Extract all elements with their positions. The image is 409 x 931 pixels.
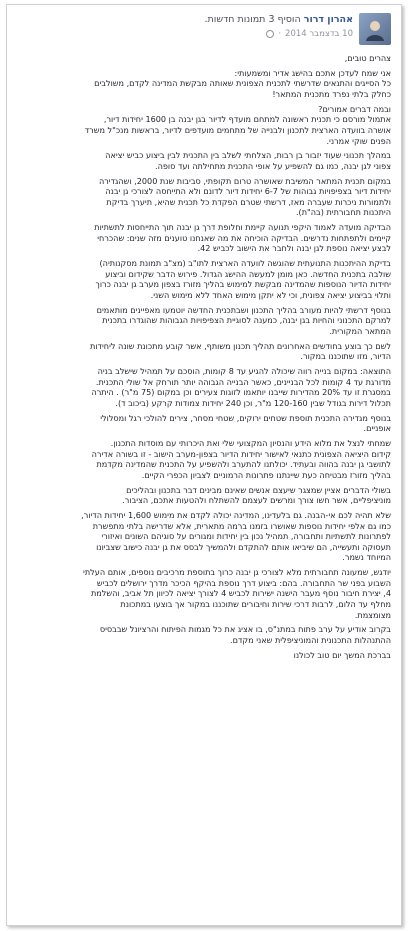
post-text-line: שלא תהיה לכם אי-הבנה. גם בלעדינו, המדינה יכולה לקדם את מימוש 1,600 יחידות הדיור, (81, 510, 391, 520)
post-paragraph (17, 366, 391, 408)
post-paragraph (17, 104, 391, 146)
post-text-line: תעסוקה ותעשייה, הם שיביאו אותם להתקדם ולהמשיך לבסס את גן יבנה כישוב שצביונו (96, 541, 391, 552)
post-text-line: מוניציפליים, אשר חשו צורך ומרשים לעצמם להשתלח ולהטעות אתכם, הציבור. (122, 495, 391, 506)
post-text-line: ותלוי בביצוע יציאה צפונית, וכי לא יתקן מימוש האחד ללא מימוש השני. (150, 290, 391, 300)
post-text-line: הבדיקה מועדה לאמוד היקפי תנועה קיימת וחלופת דרך גן יבנה תוך התייחסות לתשתיות (94, 222, 391, 233)
post-body (17, 53, 391, 660)
post-text-line: צפוני לגן יבנה, כמו גם להשפיע על אופי התכנית מתחילתה ועד סופה. (155, 160, 391, 171)
author-name-link[interactable]: אהרון דרור (303, 14, 353, 25)
post-text-line: בנוסף מגדירה התכנית תוספת שטחים ירוקים, שטחי מסחר, צירים להולכי רגל ומסלולי (100, 412, 391, 423)
post-meta: 10 בדצמבר 2014 · (17, 28, 353, 40)
post-date-link[interactable]: 10 בדצמבר 2014 (285, 29, 353, 39)
post-paragraph (17, 53, 391, 64)
post-text-line: מצומצמת. (354, 609, 391, 620)
globe-icon[interactable] (266, 30, 274, 38)
post-paragraph (17, 510, 391, 563)
profile-photo-icon (363, 17, 387, 41)
post-text-line: ולתמורות ניכרות שעברה מאז, דרשתי שטרם הפקדת כל תכנית שהיא, תיערך בדיקת (106, 196, 391, 207)
post-text-line: בנוסף דרשתי להיות מעורב בהליך התכנון ושבתכנית החדשה יוטמעו מאפיינים מותאמים (96, 304, 391, 315)
post-text-line: מחלף עד הלום, לרבות דרכי שירות וחיבורים שתוכננו במקור אך בוצעו במתכונת (120, 598, 391, 609)
post-text-line: כחלק בלתי נפרד מתכנית המתאר! (272, 88, 391, 99)
post-text-line: שמחתי לנצל את מלוא הידע והנסיון המקצועי שלי ואת היכרותי עם מוסדות התכנון. (110, 438, 391, 449)
post-header-text (17, 13, 353, 40)
post-text-line: יודגש, שמעונה תחבורתית מלא לצורכי גן יבנה כרוך בתוספת מרכיבים נוספים, אותם העלתי (83, 567, 391, 578)
post-paragraph (17, 68, 391, 100)
post-paragraph (17, 305, 391, 337)
post-text-line: אני שמח לעדכן אתכם בהישג אדיר ומשמעותי: (234, 67, 391, 78)
author-avatar[interactable] (359, 13, 391, 45)
post-text-line: אתמול מורסם כי תכנית ראשונה למתחם מועדף לדיור בגן יבנה בן 1600 יחידות דיור, (103, 114, 391, 125)
post-text-line: המתאר המקורית. (329, 325, 391, 336)
post-text-line: במקום תכנית המתאר המשיבת שאושרה טרום תקופתי, סביבות שנת 2000, ושהגדירה (98, 175, 391, 186)
post-text-line: יחידות הדיור הנוספות שהמדינה מבקשת למימוש בהליך מזורז בצפון מערב גן יבנה כרוך (95, 279, 391, 290)
post-text-line: ובמה דברים אמורים? (318, 103, 391, 114)
torn-edge (7, 915, 401, 925)
post-text-line: בדיקת ההיתכנות התנועתית שהוגשה לוועדה הארצית לתו"ב (מצ"ב תמונת מסקנותיה) (99, 258, 391, 269)
post-text-line: הדיור, מזו שתוכננו במקור. (300, 351, 391, 362)
post-text-line: לתושבי גן יבנה בהווה ובעתיד. יכולתנו להתערב ולהשפיע על התכנית שהמדינה מקדמת (96, 459, 391, 470)
post-paragraph (17, 438, 391, 480)
post-paragraph (17, 650, 391, 661)
post-text-line: קיימים ולתפתחות נדרשים. הבדיקה הוכיחה את מה שאנחנו טוענים מזה שנים: שהכרחי (97, 232, 391, 243)
post-text-line: ההתנהלות התכנונית והמוניציפלית שאני מקדם. (230, 634, 391, 645)
post-text-line: השבוע בפני שר התחבורה. בהם: ביצוע דרך נוספת בהיקף הכיכר מדרך ירושלים לכביש (96, 577, 391, 588)
post-text-line: לשם כך בוצע בחודשים האחרונים תהליך תכנון משותף, אשר קובע מתכונת שונה ליחידות (90, 340, 391, 351)
post-text-line: היתכנות תחבורתית (בה"ת). (295, 207, 391, 218)
post-text-line: התוצאה: במקום בנייה רווה שיכולה להגיע עד 8 קומות, הוסכם על תמהיל שישלב בניה (97, 366, 391, 377)
post-text-line: מדורגת עד 4 קומות לכל הבניינים, כאשר הבנייה הגבוהה יותר תורחק אל שולי התכנית. (95, 376, 391, 387)
post-text-line: תכלול דירות בגודל שבין 120-160 מ"ר, וכן 240 יחידות צמודות קרקע (ביכוב ד). (115, 397, 391, 408)
post-text-line: בקרוב אודיע על ערב פתוח במתנ"ס, בו אציג את כל מגמות הפיתוח והרציונל שבבסיס (99, 624, 391, 635)
post-paragraph (17, 341, 391, 362)
post-paragraph (17, 485, 391, 506)
post-paragraph (17, 567, 391, 620)
post-text-line: 4, יצירת חיבור נוסף מעבר הישנה ישירות לכביש 4 לצורך יציאה לכיוון תל אביב, והשלמת (90, 588, 391, 599)
post-paragraph (17, 413, 391, 434)
post-text-line: בהליך מזורז מבטיחה כעת שיינתנו פתרונות הרמוניים לצביון הכפרי הקיים. (141, 469, 391, 480)
post-paragraph (17, 176, 391, 218)
post-text-line: יחידות דיור בצפיפויות גבוהות של 6-7 יחידות דיור לדונם ולא התייחסה לצורכי גן יבנה (105, 186, 391, 197)
post-text-line: כמו גם אלפי יחידות נוספות שאושרו בזמנו ברמה מתארית, אלא שדרישה בלתי מתפשרת (92, 520, 391, 531)
post-text-line: צהרים טובים, (344, 53, 391, 63)
post-text-line: בשולי הדברים אציין שמצגר שיעצם אנשים שאינם מבינים דבר בתכנון ובהליכים (126, 484, 391, 495)
post-text-line: כל הסייגים והתנאים שדרשתי לתכנית הצפונית שאותה מבקשת המדינה לקדם, משולבים (94, 78, 391, 89)
post-card (6, 4, 402, 926)
post-header (17, 13, 391, 45)
author-line (17, 14, 353, 26)
post-paragraph (17, 222, 391, 254)
post-text-line: קידום היציאה הצפונית כתנאי לאישור יחידות הדיור בצפון-מערב הישוב - זו בשורה אדירה (91, 448, 391, 459)
facebook-post (17, 13, 391, 664)
post-paragraph (17, 150, 391, 171)
post-paragraph (17, 258, 391, 300)
post-text-line: לבצע יציאה נוספת לגן יבנה ולחבר את הישוב לכביש 42. (197, 243, 391, 254)
post-text-line: שולבה בתכנית החדשה. כאן מומן למעשה ההישג הגדול. פירוש הדבר שקידום וביצוע (105, 268, 391, 279)
post-text-line: אופניים. (363, 423, 391, 434)
post-text-line: אושרה בוועדה הארצית לתכנון ולבנייה של מתחמים מועדפים לדיור, בראשות מנכ"ל משרד (84, 124, 391, 135)
post-paragraph (17, 624, 391, 645)
post-text-line: המיוחד נשמר. (342, 552, 391, 563)
post-text-line: בברכת המשך יום טוב לכולנו (293, 649, 391, 660)
post-action-text: הוסיף 3 תמונות חדשות. (204, 14, 301, 25)
post-text-line: במסגרת זו עד 20% מהדירות שייבנו יותאמו לזוגות צעירים וכן במקום (75 מ"ר) . היתרה (91, 387, 391, 398)
post-text-line: למרקם התכנוני והחיות בגן יבנה, כמענה לסוגיית הצפיפויות הגבוהות שהוגדרו בתכנית (102, 315, 391, 326)
post-text-line: הפנים שוקי אמרני. (326, 135, 391, 146)
post-text-line: במהלך תכנוני שעוד יזבור בן רבות, הצלחתי לשלב בין התכנית לבין ביצוע כביש יציאה (105, 150, 391, 161)
post-text-line: לפתרונות לתשתיות ותחבורה, תמהיל נכון בין יחידות ומגורים על סוגיהם השונים ואיזורי (101, 531, 391, 542)
